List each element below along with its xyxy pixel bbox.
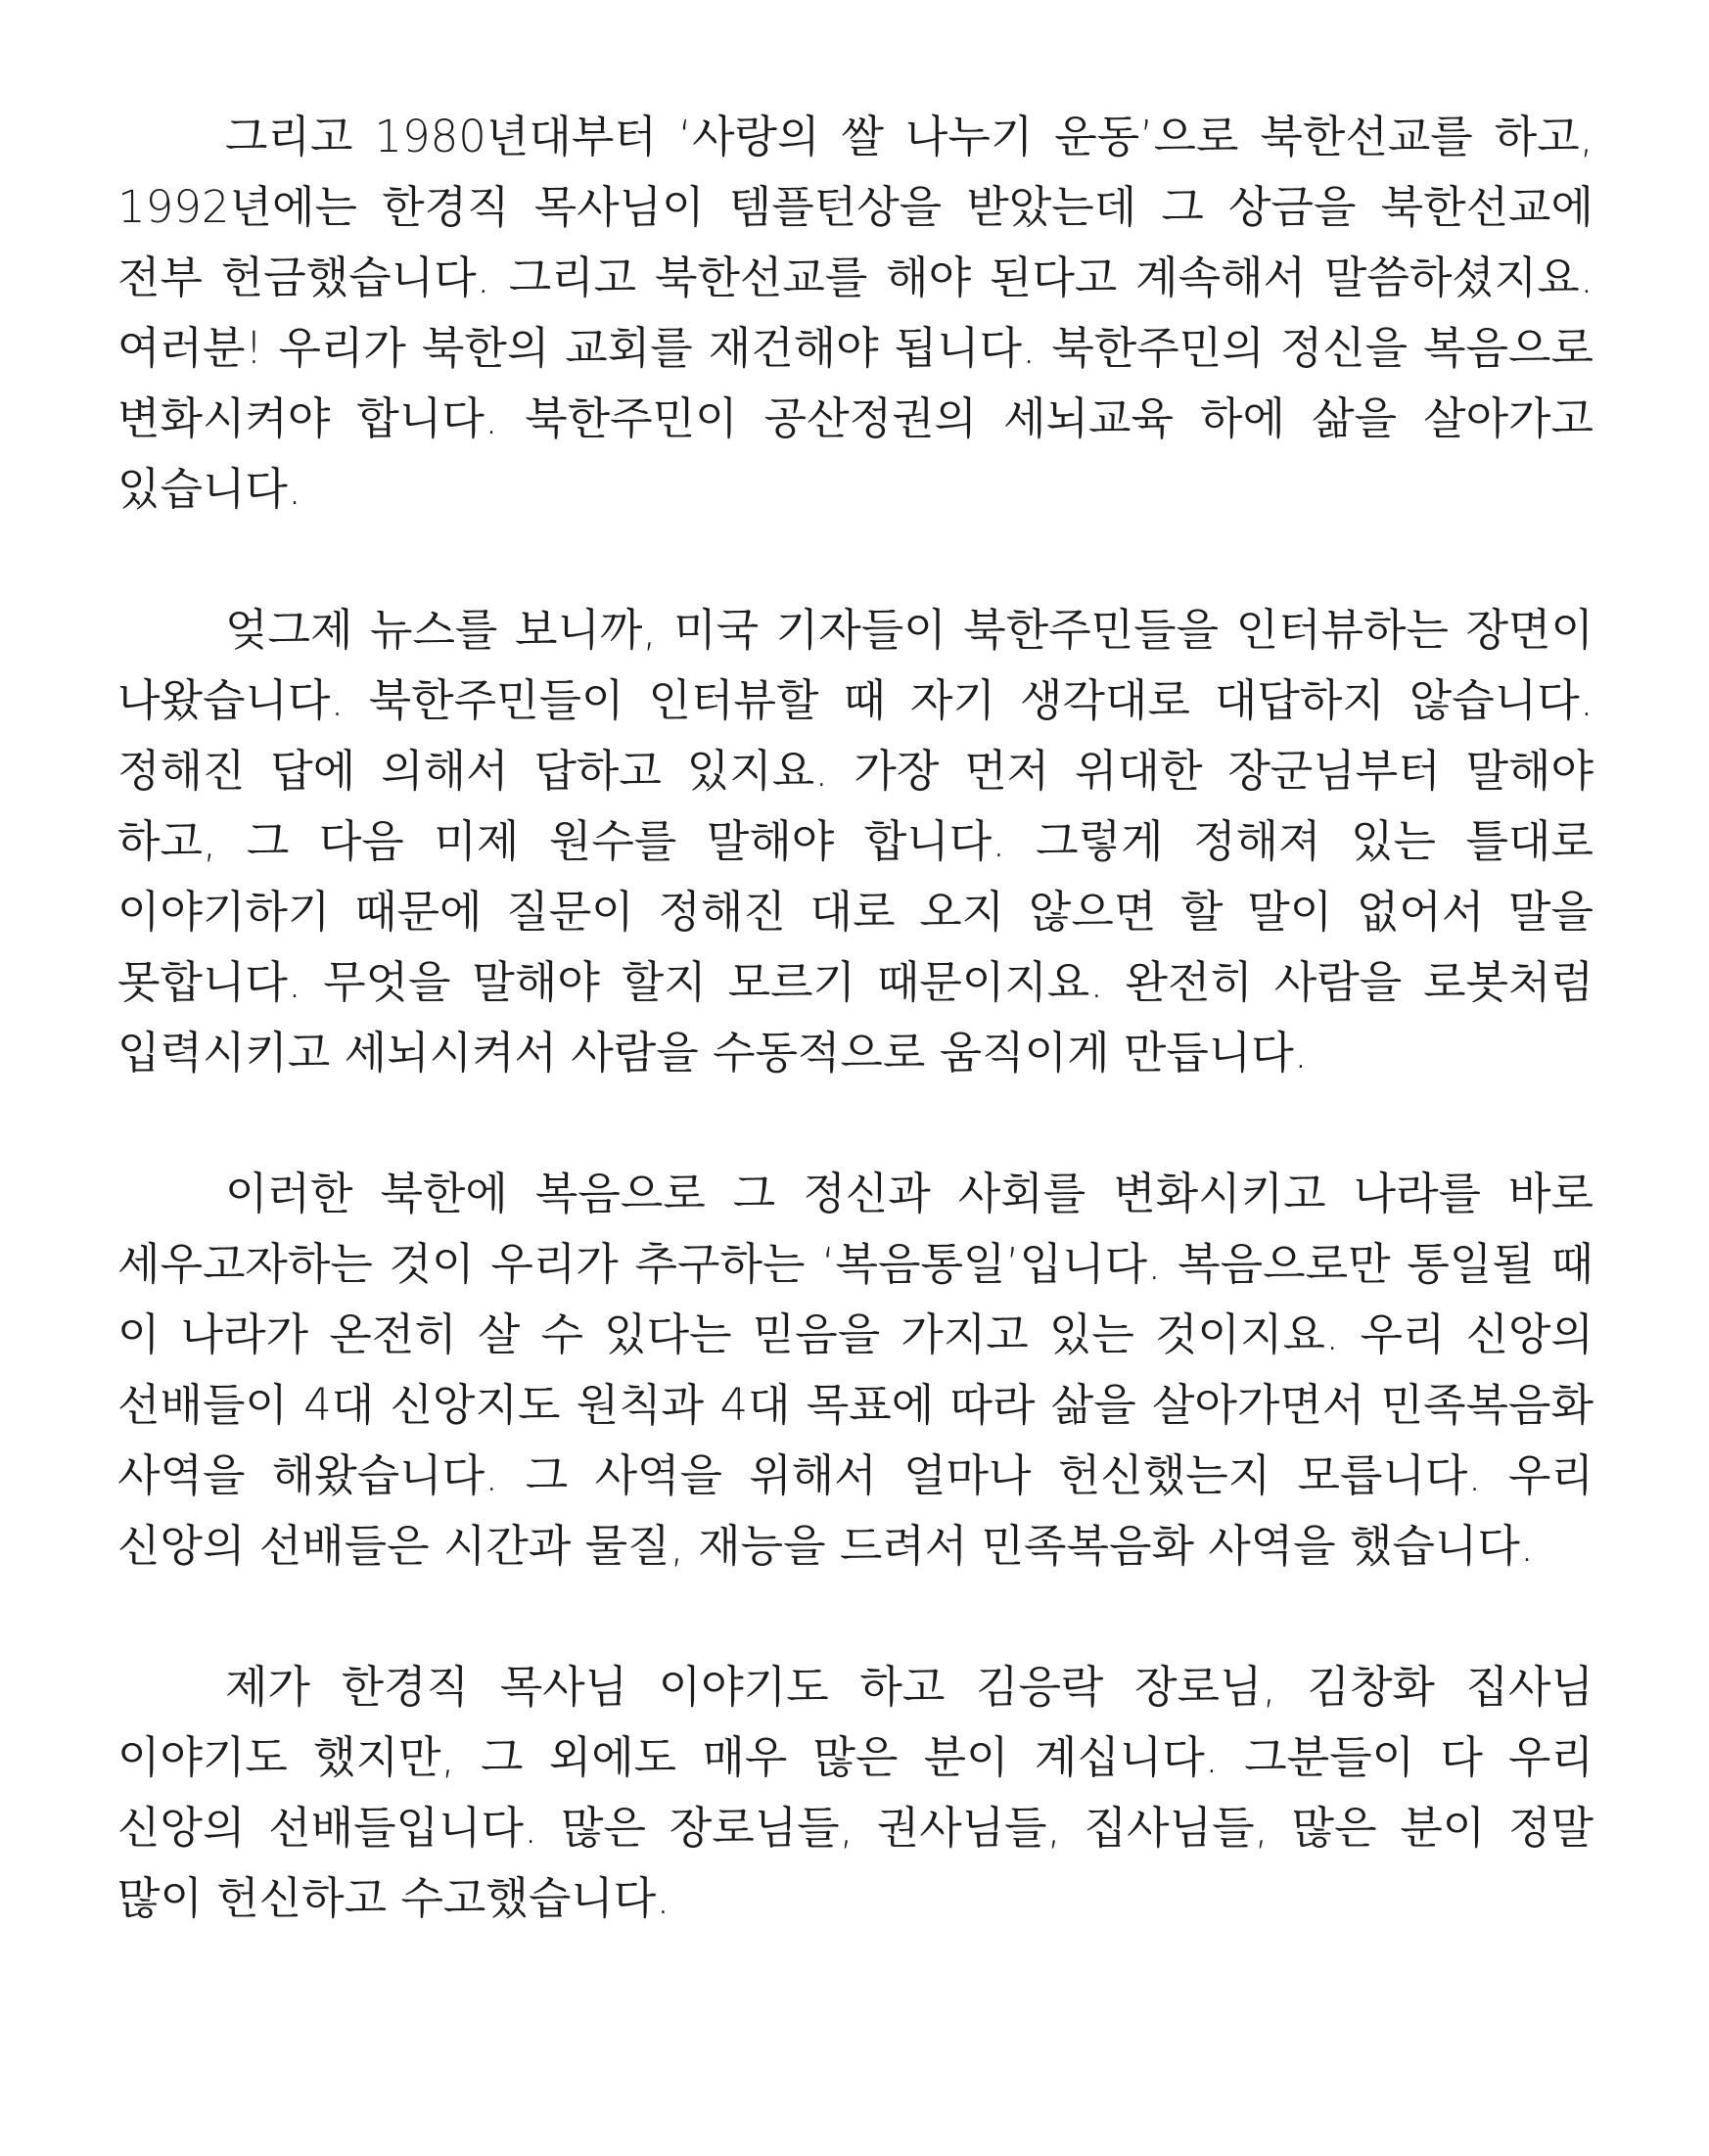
paragraph-1: 그리고 1980년대부터 ‘사랑의 쌀 나누기 운동’으로 북한선교를 하고, 1992년에는 한경직 목사님이 템플턴상을 받았는데 그 상금을 북한선교에 전부 헌금했습니다. 그리고 북한선교를 해야 된다고 계속해서 말씀하셨지요. 여러분! 우리가 북한의 교회를 재건해야 됩니다. 북한주민의 정신을 복음으로 변화시켜야 합니다. 북한주민이 공산정권의 세뇌교육 하에 삶을 살아가고 있습니다. bbox=[117, 111, 1594, 515]
paragraph-2: 엊그제 뉴스를 보니까, 미국 기자들이 북한주민들을 인터뷰하는 장면이 나왔습니다. 북한주민들이 인터뷰할 때 자기 생각대로 대답하지 않습니다. 정해진 답에 의해서 답하고 있지요. 가장 먼저 위대한 장군님부터 말해야 하고, 그 다음 미제 원수를 말해야 합니다. 그렇게 정해져 있는 틀대로 이야기하기 때문에 질문이 정해진 대로 오지 않으면 할 말이 없어서 말을 못합니다. 무엇을 말해야 할지 모르기 때문이지요. 완전히 사람을 로봇처럼 입력시키고 세뇌시켜서 사람을 수동적으로 움직이게 만듭니다. bbox=[117, 604, 1594, 1078]
paragraph-4: 제가 한경직 목사님 이야기도 하고 김응락 장로님, 김창화 집사님 이야기도 했지만, 그 외에도 매우 많은 분이 계십니다. 그분들이 다 우리 신앙의 선배들입니다. 많은 장로님들, 권사님들, 집사님들, 많은 분이 정말 많이 헌신하고 수고했습니다. bbox=[117, 1661, 1594, 1924]
document-page bbox=[117, 102, 1594, 1934]
paragraph-3: 이러한 북한에 복음으로 그 정신과 사회를 변화시키고 나라를 바로 세우고자하는 것이 우리가 추구하는 ‘복음통일’입니다. 복음으로만 통일될 때 이 나라가 온전히 살 수 있다는 믿음을 가지고 있는 것이지요. 우리 신앙의 선배들이 4대 신앙지도 원칙과 4대 목표에 따라 삶을 살아가면서 민족복음화 사역을 해왔습니다. 그 사역을 위해서 얼마나 헌신했는지 모릅니다. 우리 신앙의 선배들은 시간과 물질, 재능을 드려서 민족복음화 사역을 했습니다. bbox=[117, 1168, 1594, 1572]
